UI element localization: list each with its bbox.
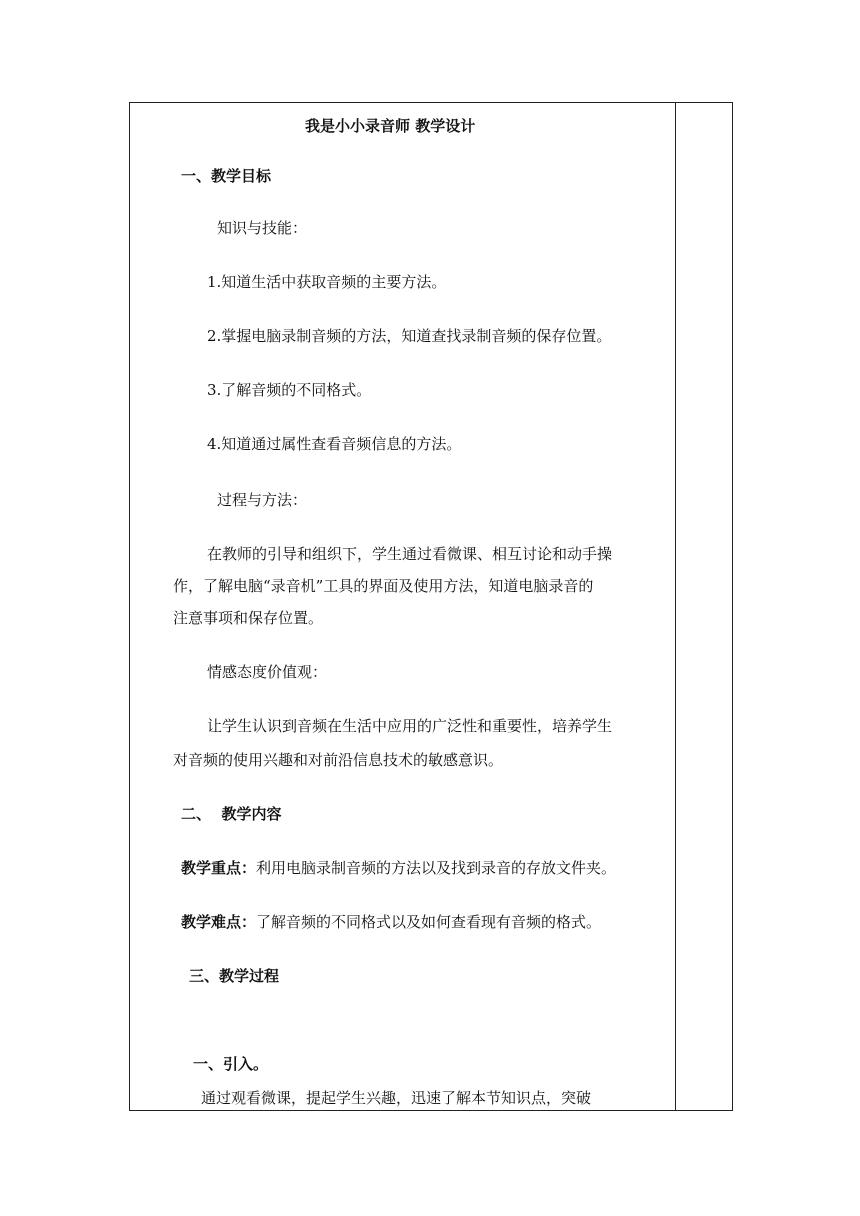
difficulty-line [181, 912, 601, 932]
emotion-paragraph-line-1: 让学生认识到音频在生活中应用的广泛性和重要性，培养学生 [207, 717, 613, 735]
process-paragraph-line-2: 作，了解电脑“录音机”工具的界面及使用方法，知道电脑录音的 [173, 577, 594, 595]
difficulty-label: 教学难点： [181, 913, 257, 931]
subheading-emotion: 情感态度价值观： [207, 663, 328, 681]
section-heading-content: 二、 教学内容 [181, 805, 282, 823]
knowledge-item-4: 4.知道通过属性查看音频信息的方法。 [207, 435, 462, 453]
process-paragraph-line-1: 在教师的引导和组织下，学生通过看微课、相互讨论和动手操 [207, 545, 613, 563]
intro-paragraph-line-1: 通过观看微课，提起学生兴趣，迅速了解本节知识点，突破 [201, 1089, 592, 1107]
document-title: 我是小小录音师 教学设计 [305, 117, 476, 135]
knowledge-item-2: 2.掌握电脑录制音频的方法，知道查找录制音频的保存位置。 [207, 327, 612, 345]
section-heading-process: 三、教学过程 [189, 967, 280, 985]
process-paragraph-line-3: 注意事项和保存位置。 [173, 609, 324, 627]
section-heading-objectives: 一、教学目标 [181, 167, 272, 185]
lesson-plan-table-side-cell [675, 102, 733, 1111]
emotion-paragraph-line-2: 对音频的使用兴趣和对前沿信息技术的敏感意识。 [173, 751, 504, 769]
subheading-knowledge: 知识与技能： [217, 219, 308, 237]
knowledge-item-3: 3.了解音频的不同格式。 [207, 381, 372, 399]
key-point-line [181, 858, 616, 878]
intro-heading: 一、引入。 [193, 1055, 269, 1073]
knowledge-item-1: 1.知道生活中获取音频的主要方法。 [207, 273, 447, 291]
subheading-process: 过程与方法： [217, 491, 308, 509]
lesson-plan-table-main-cell [129, 102, 675, 1111]
difficulty-text: 了解音频的不同格式以及如何查看现有音频的格式。 [256, 913, 602, 931]
key-point-text: 利用电脑录制音频的方法以及找到录音的存放文件夹。 [256, 859, 617, 877]
key-point-label: 教学重点： [181, 859, 257, 877]
